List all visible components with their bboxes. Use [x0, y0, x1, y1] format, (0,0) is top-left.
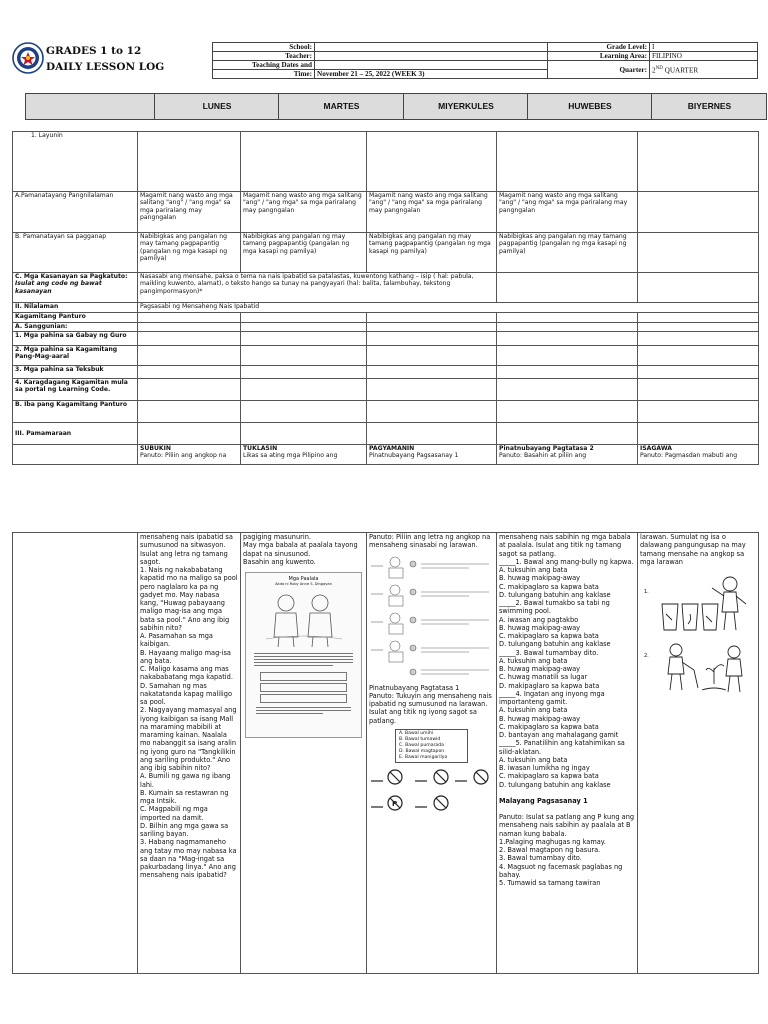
- pagganap-huwebes: Nabibigkas ang pangalan ng may tamang pagpapantig (pangalan ng mga kasapi ng pamilya): [497, 233, 638, 273]
- activity-miyerkules-head: PAGYAMANIN: [369, 445, 415, 452]
- day-martes: MARTES: [278, 94, 404, 119]
- cell[interactable]: [138, 401, 241, 423]
- grade-level-field[interactable]: I: [650, 43, 758, 52]
- kasanayan-label-text: C. Mga Kasanayan sa Pagkatuto:: [15, 273, 128, 280]
- choice-e: E. Bawal manigarilyo: [399, 754, 448, 760]
- cell[interactable]: [367, 379, 497, 401]
- cell[interactable]: [497, 401, 638, 423]
- pagganap-lunes: Nabibigkas ang pangalan ng may tamang pagpapantig (pangalan ng mga kasapi ng pamilya): [138, 233, 241, 273]
- pamamaraan-label: III. Pamamaraan: [13, 423, 138, 445]
- cell[interactable]: [367, 423, 497, 445]
- activity-huwebes-sub: Panuto: Basahin at piliin ang: [499, 452, 587, 460]
- cell[interactable]: [138, 332, 241, 346]
- pamantayang-pangnilalaman-label: A.Pamanatayang Pangnilalaman: [13, 192, 138, 233]
- pamantayang-huwebes: Magamit nang wasto ang mga salitang "ang" / "ang mga" sa mga pariralang may pangngalan: [497, 192, 638, 233]
- cell[interactable]: [638, 132, 759, 192]
- log-title-line1: GRADES 1 to 12: [46, 45, 142, 57]
- cell[interactable]: [497, 366, 638, 379]
- day-miyerkules: MIYERKULES: [403, 94, 528, 119]
- school-field[interactable]: [315, 43, 548, 52]
- worksheet-author: Akda ni Ruby Anne S. Dingayan: [275, 582, 332, 586]
- teaching-dates-field[interactable]: November 21 – 25, 2022 (WEEK 3): [315, 70, 548, 79]
- children-illustration: [246, 589, 362, 649]
- quarter-word: QUARTER: [662, 66, 699, 75]
- miyerkules-exercise-cell: [367, 533, 497, 974]
- cell[interactable]: [367, 366, 497, 379]
- worksheet-box-1: [260, 672, 347, 681]
- huwebes-exercise-cell: [497, 533, 638, 974]
- sign-choices-box: [395, 729, 468, 763]
- cell[interactable]: [241, 132, 367, 192]
- martes-story-cell: [241, 533, 367, 974]
- activity-martes-head: TUKLASIN: [243, 445, 278, 452]
- time-label: Time:: [213, 70, 315, 79]
- day-huwebes: HUWEBES: [527, 94, 652, 119]
- activity-lunes: [138, 445, 241, 465]
- cell[interactable]: [138, 423, 241, 445]
- activity-miyerkules-sub: Pinatnubayang Pagsasanay 1: [369, 452, 459, 460]
- choice-b: B. Bawal tumawid: [399, 736, 441, 742]
- cell[interactable]: [497, 132, 638, 192]
- worksheet-title: Mga Paalala: [288, 576, 319, 582]
- cell[interactable]: [497, 346, 638, 366]
- biyernes-exercise-cell: [638, 533, 759, 974]
- grade-level-label: Grade Level:: [548, 43, 650, 52]
- teacher-label: Teacher:: [213, 52, 315, 61]
- prohibition-signs: [369, 767, 493, 815]
- worksheet-box-3: [260, 694, 347, 703]
- learning-area-label: Learning Area:: [548, 52, 650, 61]
- quarter-suffix: ND: [655, 65, 663, 71]
- pamantayang-miyerkules: Magamit nang wasto ang mga salitang "ang" / "ang mga" sa mga pariralang may pangngalan: [367, 192, 497, 233]
- cell[interactable]: [138, 379, 241, 401]
- activity-huwebes: [497, 445, 638, 465]
- child-throwing-trash-illustration: [652, 574, 758, 636]
- header-info-table: [212, 42, 758, 79]
- cell[interactable]: [138, 346, 241, 366]
- activity-biyernes: [638, 445, 759, 465]
- kasanayan-sub-text: Isulat ang code ng bawat kasanayan: [15, 280, 102, 295]
- activity-martes: [241, 445, 367, 465]
- sanggunian-label: A. Sanggunian:: [13, 323, 138, 332]
- miyerkules-assessment: Pinatnubayang Pagtatasa 1 Panuto: Tukuyin ang mensaheng nais ipabatid ng sumusunod na larawan. Isulat ang titik ng iyong sagot sa patlang.: [369, 683, 492, 725]
- cell[interactable]: [497, 323, 638, 332]
- lunes-questions: mensaheng nais ipabatid sa sumusunod na sitwasyon. Isulat ang letra ng tamang sagot. 1. Nais ng nakababatang kapatid mo na maligo sa pool pero naglalaro ka pa ng gadyet mo. May nabasa kang, "Huwag pabayaang maligo mag-isa ang mga bata sa pool." Ano ang ibig sabihin nito? A. Pasamahan sa mga kaibigan. B. Hayaang maligo mag-isa ang bata. C. Maligo kasama ang mas nakababatang mga kapatid. D. Samahan ng mas nakatatanda kapag maliligo sa pool. 2. Nagyayang mamasyal ang iyong kaibigan sa isang Mall na maraming mabibili at maraming kainan. Naalala mo nabanggit sa isang aralin ng iyong guro na "Tangkilikin ang sariling produkto." Ano ang ibig sabihin nito? A. Bumili ng gawa ng ibang lahi. B. Kumain sa restawran ng mga Intsik. C. Magpabili ng mga imported na damit. D. Bilhin ang mga gawa sa sariling bayan. 3. Habang nagmamaneho ang tatay mo may nabasa ka sa daan na "Mag-ingat sa pakurbadang linya." Ano ang mensaheng nais ipabatid?: [138, 533, 241, 974]
- pagganap-biyernes[interactable]: [638, 233, 759, 273]
- quarter-number: 2: [652, 66, 656, 75]
- cell: [13, 533, 138, 974]
- pagganap-martes: Nabibigkas ang pangalan ng may tamang pagpapantig (pangalan ng mga kasapi ng pamilya): [241, 233, 367, 273]
- cell[interactable]: [241, 401, 367, 423]
- activity-biyernes-sub: Panuto: Pagmasdan mabuti ang: [640, 452, 738, 460]
- iba-pang-kagamitan-label: B. Iba pang Kagamitang Panturo: [13, 401, 138, 423]
- activity-biyernes-head: ISAGAWA: [640, 445, 672, 452]
- cell[interactable]: [138, 366, 241, 379]
- cell[interactable]: [638, 313, 759, 323]
- cell[interactable]: [241, 313, 367, 323]
- cell[interactable]: [241, 423, 367, 445]
- quarter-label: Quarter:: [548, 61, 650, 79]
- kagamitang-pang-mag-aaral-label: 2. Mga pahina sa Kagamitang Pang-Mag-aaral: [13, 346, 138, 366]
- matching-pictures-worksheet: [369, 554, 493, 678]
- day-lunes: LUNES: [154, 94, 279, 119]
- teaching-dates-label: [213, 61, 315, 70]
- cell[interactable]: [638, 273, 759, 303]
- malayang-pagsasanay-heading: Malayang Pagsasanay 1: [499, 796, 588, 805]
- activity-lunes-sub: Panuto: Piliin ang angkop na: [140, 452, 227, 460]
- nilalaman-label: II. Nilalaman: [13, 303, 138, 313]
- pagganap-miyerkules: Nabibigkas ang pangalan ng may tamang pagpapantig (pangalan ng mga kasapi ng pamilya): [367, 233, 497, 273]
- cell[interactable]: [497, 379, 638, 401]
- choice-c: C. Bawal pumarada: [399, 742, 444, 748]
- kasanayan-label: [13, 273, 138, 303]
- cell: [13, 445, 138, 465]
- cell[interactable]: [497, 423, 638, 445]
- teaching-dates-top: [315, 61, 548, 70]
- cell[interactable]: [367, 323, 497, 332]
- kasanayan-text: Nasasabi ang mensahe, paksa o tema na nais ipabatid sa patalastas, kuwentong kathang – isip ( hal: pabula, maikling kuwento, alamat), o teksto hango sa tunay na pangyayari (hal: balita, talambuhay, tekstong pangimpormasyon)*: [138, 273, 497, 303]
- cell[interactable]: [497, 332, 638, 346]
- cell[interactable]: [367, 132, 497, 192]
- illustration-number-1: 1.: [644, 589, 649, 595]
- lesson-plan-table: [12, 131, 759, 465]
- day-biyernes: BIYERNES: [651, 94, 767, 119]
- huwebes-questions: mensaheng nais sabihin ng mga babala at paalala. Isulat ang titik ng tamang sagot sa patlang. _____1. Bawal ang mang-bully ng kapwa. A. tuksuhin ang bata B. huwag makipag-away C. makipaglaro sa kapwa bata D. tulungang batuhin ang kaklase _____2. Bawal tumakbo sa tabi ng swimming pool. A. iwasan ang pagtakbo B. huwag makipag-away C. makipaglaro sa kapwa bata D. tulungang batuhin ang kaklase _____3. Bawal tumambay dito. A. tuksuhin ang bata B. huwag makipag-away C. huwag manatili sa lugar D. makipaglaro sa kapwa bata _____4. Ingatan ang inyong mga importanteng gamit. A. tuksuhin ang bata B. huwag makipag-away C. makipaglaro sa kapwa bata D. bantayan ang mahalagang gamit _____5. Panatilihin ang katahimikan sa silid-aklatan. A. tuksuhin ang bata B. iwasan lumikha ng ingay C. makipaglaro sa kapwa bata D. tulungang batuhin ang kaklase: [499, 533, 634, 789]
- worksheet-footer-lines: [256, 707, 351, 714]
- teacher-field[interactable]: [315, 52, 548, 61]
- school-label: School:: [213, 43, 315, 52]
- deped-seal-logo: [12, 42, 44, 74]
- karagdagang-kagamitan-label: 4. Karagdagang Kagamitan mula sa portal ng Learning Code.: [13, 379, 138, 401]
- nilalaman-text: Pagsasabi ng Mensaheng Nais Ipabatid: [138, 303, 759, 313]
- kagamitang-panturo-label: Kagamitang Panturo: [13, 313, 138, 323]
- activity-huwebes-head: Pinatnubayang Pagtatasa 2: [499, 445, 594, 452]
- cell[interactable]: [497, 273, 638, 303]
- cell[interactable]: [241, 379, 367, 401]
- cell[interactable]: [367, 313, 497, 323]
- martes-intro: pagiging masunurin. May mga babala at paalala tayong dapat na sinusunod. Basahin ang kuwento.: [243, 533, 358, 566]
- learning-area-field[interactable]: FILIPINO: [650, 52, 758, 61]
- activity-details-table: [12, 532, 759, 974]
- cell[interactable]: [638, 423, 759, 445]
- teksbuk-label: 3. Mga pahina sa Teksbuk: [13, 366, 138, 379]
- activity-martes-sub: Likas sa ating mga Pilipino ang: [243, 452, 338, 460]
- cell[interactable]: [367, 346, 497, 366]
- cell[interactable]: [638, 401, 759, 423]
- layunin-label: 1. Layunin: [13, 132, 138, 192]
- cell[interactable]: [638, 323, 759, 332]
- choice-d: D. Bawal magtapon: [399, 748, 445, 754]
- log-title-line2: DAILY LESSON LOG: [46, 61, 165, 73]
- children-planting-illustration: [654, 640, 754, 698]
- activity-miyerkules: [367, 445, 497, 465]
- pamantayang-lunes: Magamit nang wasto ang mga salitang "ang" / "ang mga" sa mga pariralang may pangngalan: [138, 192, 241, 233]
- activity-lunes-head: SUBUKIN: [140, 445, 172, 452]
- cell[interactable]: [138, 313, 241, 323]
- cell[interactable]: [241, 332, 367, 346]
- cell[interactable]: [241, 346, 367, 366]
- malayang-pagsasanay-items: Panuto: Isulat sa patlang ang P kung ang mensaheng nais sabihin ay paalala at B naman kung babala. 1.Palaging maghugas ng kamay. 2. Bawal magtapon ng basura. 3. Bawal tumambay dito. 4. Magsuot ng facemask paglabas ng bahay. 5. Tumawid sa tamang tawiran: [499, 813, 635, 887]
- choice-a: A. Bawal umihi: [399, 730, 434, 736]
- cell[interactable]: [138, 323, 241, 332]
- cell[interactable]: [138, 132, 241, 192]
- teaching-dates-label-line1: Teaching Dates and: [251, 61, 312, 69]
- cell[interactable]: [367, 332, 497, 346]
- cell[interactable]: [497, 313, 638, 323]
- cell[interactable]: [367, 401, 497, 423]
- cell[interactable]: [638, 332, 759, 346]
- biyernes-instructions: larawan. Sumulat ng isa o dalawang pangungusap na may tamang mensahe na angkop sa mga larawan: [640, 533, 746, 566]
- cell[interactable]: [638, 366, 759, 379]
- gabay-ng-guro-label: 1. Mga pahina sa Gabay ng Guro: [13, 332, 138, 346]
- cell[interactable]: [241, 323, 367, 332]
- story-worksheet-image: [245, 572, 362, 738]
- worksheet-box-2: [260, 683, 347, 692]
- pamantayang-biyernes[interactable]: [638, 192, 759, 233]
- worksheet-text-lines: [254, 653, 353, 666]
- svg-text:P: P: [392, 799, 398, 808]
- quarter-field[interactable]: [650, 61, 758, 79]
- biyernes-illustrations: [640, 574, 756, 704]
- pamantayan-pagganap-label: B. Pamanatayan sa pagganap: [13, 233, 138, 273]
- cell[interactable]: [638, 346, 759, 366]
- pamantayang-martes: Magamit nang wasto ang mga salitang "ang" / "ang mga" sa mga pariralang may pangngalan: [241, 192, 367, 233]
- illustration-number-2: 2.: [644, 653, 649, 659]
- weekday-header-bar: [25, 93, 767, 120]
- cell[interactable]: [638, 379, 759, 401]
- miyerkules-instructions: Panuto: Piliin ang letra ng angkop na mensaheng sinasabi ng larawan.: [369, 533, 491, 550]
- cell[interactable]: [241, 366, 367, 379]
